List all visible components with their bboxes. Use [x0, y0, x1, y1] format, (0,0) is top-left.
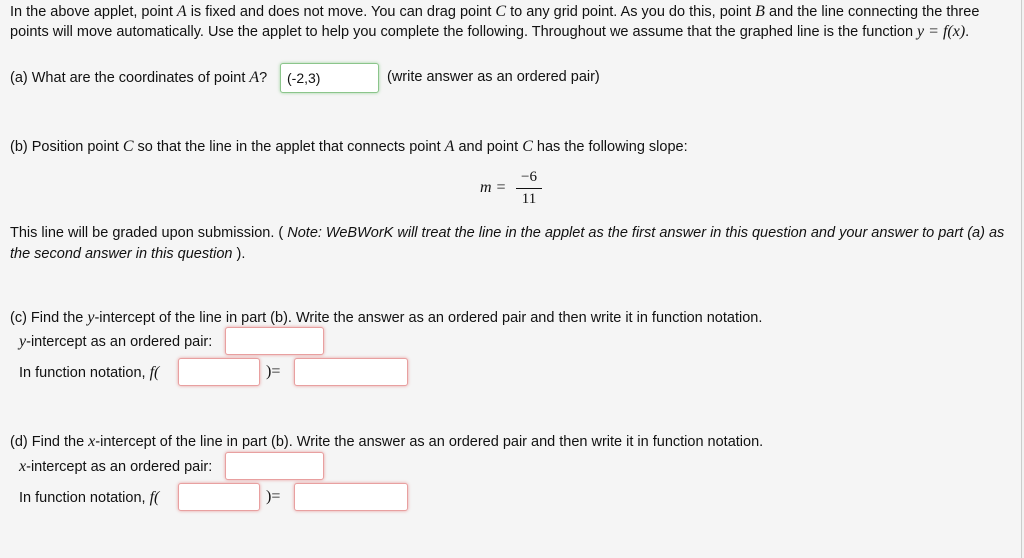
- part-b-text: has the following slope:: [532, 139, 688, 155]
- y-intercept-x-input[interactable]: [178, 358, 260, 386]
- part-b-text: so that the line in the applet that connects point: [133, 139, 445, 155]
- part-d-text: -intercept as an ordered pair:: [26, 459, 213, 475]
- y-intercept-pair-input[interactable]: [225, 327, 324, 355]
- math-f-open: f(: [149, 364, 160, 381]
- part-a-text: ?: [259, 70, 268, 86]
- intro-text: .: [965, 24, 970, 40]
- math-var-x: x: [19, 458, 27, 475]
- part-d-text: (d) Find the: [10, 434, 89, 450]
- part-c-label: [10, 309, 762, 327]
- intro-text: is fixed and does not move. You can drag point: [186, 4, 496, 20]
- note-italic-text: the second answer in this question: [10, 246, 233, 262]
- intro-text: and the line connecting the three: [764, 4, 980, 20]
- part-a-label: [10, 69, 267, 87]
- close-paren-equals: )=: [266, 363, 281, 380]
- part-d-label: [10, 433, 763, 451]
- math-f-open: f(: [149, 489, 160, 506]
- slope-denominator: 11: [521, 191, 537, 207]
- slope-label: m =: [480, 179, 507, 196]
- x-intercept-value-input[interactable]: [294, 483, 408, 511]
- math-function: y = f(x): [917, 23, 966, 40]
- part-d-row1-label: [19, 458, 212, 476]
- math-var-y: y: [87, 309, 95, 326]
- part-c-text: -intercept as an ordered pair:: [26, 334, 213, 350]
- part-b-text: (b) Position point: [10, 139, 123, 155]
- math-point-c: C: [495, 3, 507, 20]
- math-point-c: C: [122, 138, 134, 155]
- math-var-y: y: [19, 333, 27, 350]
- math-point-a: A: [249, 69, 260, 86]
- note-text: This line will be graded upon submission. (: [10, 225, 288, 241]
- intro-line-1: [10, 3, 979, 21]
- part-c-text: -intercept of the line in part (b). Write the answer as an ordered pair and then write it in function notation.: [94, 310, 763, 326]
- close-paren-equals: )=: [266, 488, 281, 505]
- math-var-x: x: [88, 433, 96, 450]
- part-c-row2-label: [19, 364, 159, 382]
- x-intercept-x-input[interactable]: [178, 483, 260, 511]
- intro-text: In the above applet, point: [10, 4, 177, 20]
- math-point-c: C: [522, 138, 533, 155]
- note-text: ).: [232, 246, 246, 262]
- math-point-a: A: [444, 138, 455, 155]
- answer-a-input[interactable]: (-2,3): [280, 63, 379, 93]
- note-italic-text: Note: WeBWorK will treat the line in the applet as the first answer in this question and your answer to part (a) as: [287, 225, 1005, 241]
- slope-numerator: −6: [521, 169, 537, 185]
- part-c-text: In function notation,: [19, 365, 150, 381]
- part-b-note-line-1: [10, 225, 1004, 241]
- part-b-label: [10, 138, 688, 156]
- part-c-text: (c) Find the: [10, 310, 88, 326]
- part-b-text: and point: [454, 139, 523, 155]
- part-d-row2-label: [19, 489, 159, 507]
- part-d-text: In function notation,: [19, 490, 150, 506]
- fraction-bar: [516, 188, 542, 189]
- part-d-text: -intercept of the line in part (b). Write the answer as an ordered pair and then write it in function notation.: [95, 434, 764, 450]
- x-intercept-pair-input[interactable]: [225, 452, 324, 480]
- part-a-hint: (write answer as an ordered pair): [387, 69, 600, 85]
- intro-text: to any grid point. As you do this, point: [506, 4, 756, 20]
- part-c-row1-label: [19, 333, 212, 351]
- intro-text: points will move automatically. Use the applet to help you complete the following. Throughout we assume that the graphed line is the function: [10, 24, 918, 40]
- y-intercept-value-input[interactable]: [294, 358, 408, 386]
- math-point-b: B: [755, 3, 765, 20]
- math-point-a: A: [176, 3, 187, 20]
- part-a-text: (a) What are the coordinates of point: [10, 70, 250, 86]
- intro-line-2: [10, 23, 969, 41]
- part-b-note-line-2: [10, 246, 245, 262]
